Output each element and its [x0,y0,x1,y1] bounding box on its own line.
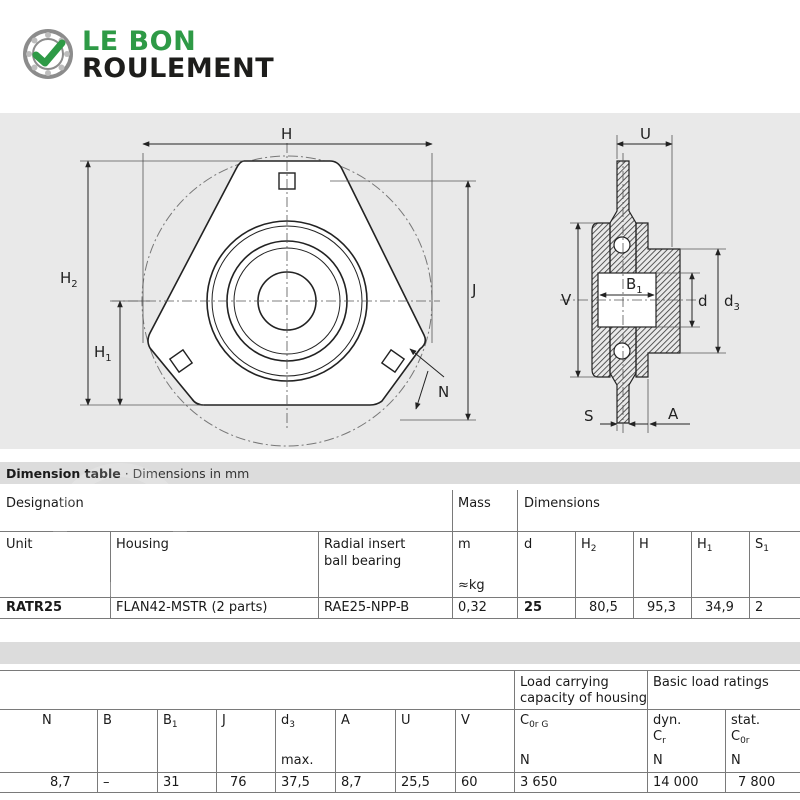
side-view [560,125,740,433]
technical-drawing [0,113,800,449]
cell-d: 25 [524,600,543,615]
header-mass: Mass [458,496,491,511]
header-unit-N2: N [653,753,663,768]
header-S1: $S_1$ [755,537,769,554]
cell-V: 60 [461,775,478,790]
header-m: m [458,537,471,552]
cell-unit: RATR25 [6,600,63,615]
header-dyn: dyn. [653,713,682,728]
header-d3: $d_3$ [281,713,295,730]
header-unit-N3: N [731,753,741,768]
header-J: J [222,713,226,728]
header-B: B [103,713,112,728]
drawing-canvas [0,113,800,449]
header-unit-N1: N [520,753,530,768]
header-A: A [341,713,350,728]
label-V: V [561,291,572,309]
header-max: max. [281,753,314,768]
header-U: U [401,713,411,728]
dimension-table-title: Dimension table · Dimensions in mm [6,466,250,481]
header-designation: Designation [6,496,84,511]
label-d: d [698,292,708,310]
label-S: S [584,407,594,425]
label-H2: $H_2$ [60,269,78,290]
cell-H1: 34,9 [705,600,734,615]
cell-A: 8,7 [341,775,362,790]
header-B1: $B_1$ [163,713,178,730]
header-load-housing-2: capacity of housing [520,691,647,706]
brand-logo [22,26,322,86]
logo-text-line1: LE BON [82,26,197,57]
header-load-housing-1: Load carrying [520,675,609,690]
header-C0r: $C_{0r}$ [731,729,750,746]
cell-S1: 2 [755,600,764,615]
header-housing: Housing [116,537,169,552]
header-d: d [524,537,533,552]
header-basic-load: Basic load ratings [653,675,769,690]
label-H1: $H_1$ [94,343,112,364]
label-N: N [438,383,450,401]
header-Cr: $C_r$ [653,729,666,746]
bearing-check-logo-icon [22,28,74,80]
cell-C0r: 7 800 [738,775,776,790]
cell-J: 76 [230,775,247,790]
label-J: J [472,281,477,299]
label-d3: $d_3$ [724,292,740,313]
header-stat: stat. [731,713,761,728]
header-H2: $H_2$ [581,537,597,554]
label-U: U [640,125,651,143]
logo-text-line2: ROULEMENT [82,53,275,84]
label-A: A [668,405,679,423]
cell-bearing: RAE25-NPP-B [324,600,410,615]
label-H: H [281,125,293,143]
label-B1: $B_1$ [626,275,643,296]
cell-Cr: 14 000 [653,775,699,790]
table-separator-band [0,642,800,664]
header-C0rG: $C_{0r G}$ [520,713,549,730]
header-radial-insert-1: Radial insert [324,537,406,552]
cell-N: 8,7 [50,775,71,790]
cell-B1: 31 [163,775,180,790]
header-H: H [639,537,649,552]
cell-mass: 0,32 [458,600,487,615]
front-view [60,125,476,446]
cell-C0rG: 3 650 [520,775,558,790]
header-radial-insert-2: ball bearing [324,554,402,569]
header-kg: ≈kg [458,578,485,593]
cell-d3: 37,5 [281,775,310,790]
header-V: V [461,713,470,728]
header-N: N [42,713,52,728]
header-H1: $H_1$ [697,537,713,554]
header-dimensions: Dimensions [524,496,600,511]
cell-H2: 80,5 [589,600,618,615]
cell-housing: FLAN42-MSTR (2 parts) [116,600,268,615]
cell-B: – [103,775,110,790]
cell-U: 25,5 [401,775,430,790]
header-unit: Unit [6,537,33,552]
cell-H: 95,3 [647,600,676,615]
